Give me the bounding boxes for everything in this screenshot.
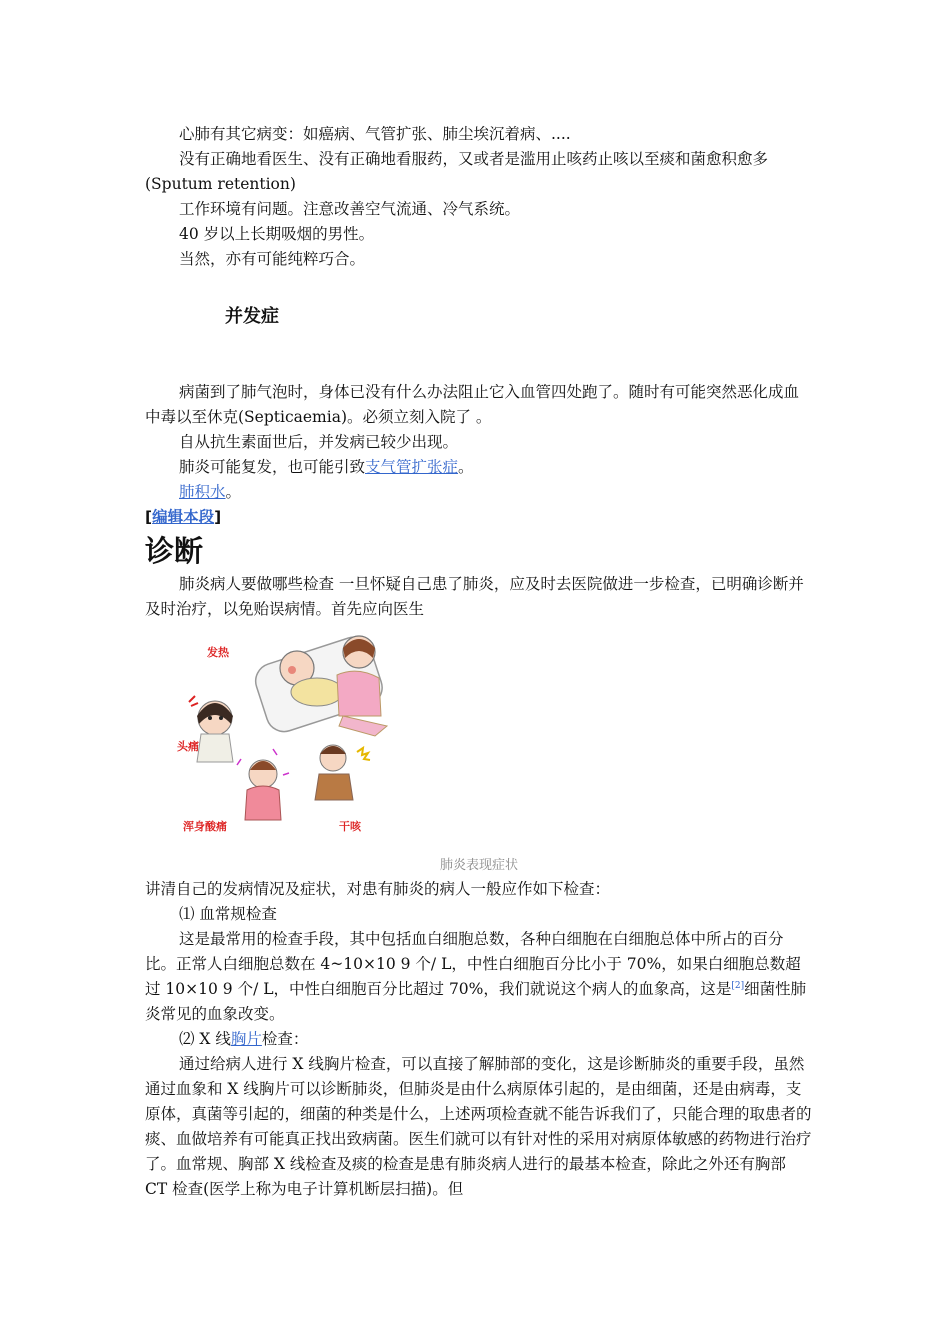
citation-2[interactable]: [2]: [731, 980, 745, 991]
blood-exam-paragraph: 这是最常用的检查手段，其中包括血白细胞总数，各种白细胞在白细胞总体中所占的百分比。正常人白细胞总数在 4~10×10 9 个/ L，中性白细胞百分比小于 70%，如果白细胞总数超过 10×10 9 个/ L，中性白细胞百分比超过 70%，我们就说这个病人的血象高，这是[2]细菌性肺炎常见的血象改变。: [145, 930, 807, 1023]
cause-paragraph: 心肺有其它病变：如癌病、气管扩张、肺尘埃沉着病、....: [179, 125, 571, 143]
exam-item-xray: ⑵ X 线胸片检查：: [179, 1030, 309, 1048]
complication-paragraph: 自从抗生素面世后，并发病已较少出现。: [179, 433, 459, 451]
cause-paragraph: 没有正确地看医生、没有正确地看服药，又或者是滥用止咳药止咳以至痰和菌愈积愈多(Sputum retention): [145, 150, 769, 193]
document-body: [145, 122, 813, 1202]
diagnosis-paragraph: 讲清自己的发病情况及症状，对患有肺炎的病人一般应作如下检查：: [145, 880, 611, 898]
exam-item-blood: ⑴ 血常规检查: [179, 905, 277, 923]
complication-paragraph: 病菌到了肺气泡时，身体已没有什么办法阻止它入血管四处跑了。随时有可能突然恶化成血中毒以至休克(Septicaemia)。必须立刻入院了 。: [145, 383, 800, 426]
dry-cough-label: 干咳: [339, 820, 361, 833]
complication-paragraph: 肺炎可能复发，也可能引致支气管扩张症。: [179, 458, 474, 476]
headache-label: 头痛: [177, 740, 199, 753]
xray-exam-paragraph: 通过给病人进行 X 线胸片检查，可以直接了解肺部的变化，这是诊断肺炎的重要手段，虽然通过血象和 X 线胸片可以诊断肺炎，但肺炎是由什么病原体引起的，是由细菌，还是由病毒，支原体，真菌等引起的，细菌的种类是什么，上述两项检查就不能告诉我们了，只能合理的取患者的痰、血做培养有可能真正找出致病菌。医生们就可以有针对性的采用对病原体敏感的药物进行治疗了。血常规、胸部 X 线检查及痰的检查是患有肺炎病人进行的最基本检查，除此之外还有胸部 CT 检查(医学上称为电子计算机断层扫描)。但: [145, 1055, 812, 1198]
figure-caption: 肺炎表现症状: [439, 858, 518, 873]
bronchiectasis-link[interactable]: 支气管扩张症: [365, 458, 459, 476]
cause-paragraph: 当然，亦有可能纯粹巧合。: [179, 250, 366, 268]
symptoms-illustration: [167, 630, 407, 840]
symptoms-drawing: [167, 630, 407, 840]
cause-paragraph: 40 岁以上长期吸烟的男性。: [179, 225, 375, 243]
complication-paragraph: 肺积水。: [179, 483, 242, 501]
diagnosis-intro: 肺炎病人要做哪些检查 一旦怀疑自己患了肺炎，应及时去医院做进一步检查，已明确诊断并及时治疗，以免贻误病情。首先应向医生: [145, 575, 804, 618]
edit-section: [编辑本段]: [145, 508, 222, 526]
chest-xray-link[interactable]: 胸片: [230, 1030, 262, 1048]
body-ache-label: 浑身酸痛: [183, 820, 227, 833]
pleural-effusion-link[interactable]: 肺积水: [179, 483, 226, 501]
fever-label: 发热: [207, 646, 229, 659]
edit-section-link[interactable]: 编辑本段: [152, 508, 215, 526]
diagnosis-title: 诊断: [145, 534, 204, 568]
cause-paragraph: 工作环境有问题。注意改善空气流通、冷气系统。: [179, 200, 521, 218]
complications-heading: 并发症: [225, 306, 279, 327]
